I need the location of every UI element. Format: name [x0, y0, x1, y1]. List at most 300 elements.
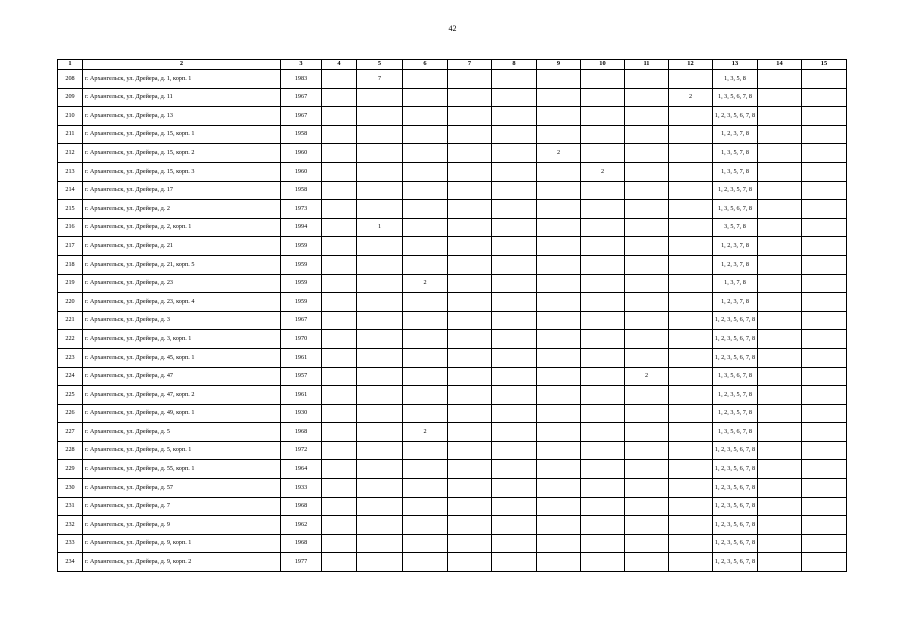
table-cell [448, 218, 492, 237]
table-cell [322, 460, 357, 479]
table-cell [669, 107, 713, 126]
row-number-cell: 227 [58, 423, 83, 442]
row-number-cell: 213 [58, 162, 83, 181]
table-cell [802, 479, 847, 498]
table-cell [802, 200, 847, 219]
table-cell [581, 144, 625, 163]
table-cell: 2 [625, 367, 669, 386]
table-cell [448, 404, 492, 423]
table-cell [625, 479, 669, 498]
year-cell: 1968 [281, 423, 322, 442]
table-cell [537, 460, 581, 479]
table-cell: 1, 2, 3, 5, 6, 7, 8 [713, 534, 758, 553]
table-cell [448, 237, 492, 256]
table-cell [669, 311, 713, 330]
table-cell [802, 237, 847, 256]
address-cell: г. Архангельск, ул. Дрейера, д. 3 [83, 311, 281, 330]
table-cell [357, 479, 403, 498]
table-cell [357, 460, 403, 479]
table-cell [448, 330, 492, 349]
table-cell [802, 293, 847, 312]
table-cell: 1, 2, 3, 5, 7, 8 [713, 404, 758, 423]
table-cell [537, 181, 581, 200]
table-cell [492, 144, 537, 163]
column-header-7: 7 [448, 60, 492, 70]
table-cell [403, 460, 448, 479]
table-cell [492, 255, 537, 274]
table-cell [357, 497, 403, 516]
year-cell: 1973 [281, 200, 322, 219]
table-cell [625, 497, 669, 516]
year-cell: 1983 [281, 70, 322, 89]
table-cell [625, 200, 669, 219]
table-cell [625, 293, 669, 312]
table-cell [537, 311, 581, 330]
table-cell [322, 404, 357, 423]
table-cell [357, 181, 403, 200]
table-cell [403, 330, 448, 349]
table-cell [581, 553, 625, 572]
row-number-cell: 223 [58, 348, 83, 367]
table-cell [669, 181, 713, 200]
table-cell [758, 293, 802, 312]
table-cell [802, 386, 847, 405]
table-cell [625, 255, 669, 274]
table-cell [625, 218, 669, 237]
table-row [58, 348, 847, 367]
table-row [58, 404, 847, 423]
year-cell: 1959 [281, 255, 322, 274]
table-cell: 1, 2, 3, 5, 6, 7, 8 [713, 479, 758, 498]
table-row [58, 534, 847, 553]
table-cell [581, 200, 625, 219]
table-cell [758, 311, 802, 330]
year-cell: 1994 [281, 218, 322, 237]
table-cell [802, 255, 847, 274]
table-cell: 1, 2, 3, 5, 6, 7, 8 [713, 348, 758, 367]
table-cell [669, 479, 713, 498]
table-cell [322, 534, 357, 553]
table-cell [357, 553, 403, 572]
table-cell [802, 218, 847, 237]
table-cell [758, 144, 802, 163]
table-cell [322, 162, 357, 181]
housing-register-table [57, 59, 847, 572]
table-cell [537, 255, 581, 274]
table-cell [537, 293, 581, 312]
table-cell [537, 497, 581, 516]
table-cell [492, 70, 537, 89]
table-cell: 1, 3, 5, 6, 7, 8 [713, 367, 758, 386]
table-cell [669, 218, 713, 237]
table-cell [802, 367, 847, 386]
address-cell: г. Архангельск, ул. Дрейера, д. 21, корп. 5 [83, 255, 281, 274]
table-cell [758, 404, 802, 423]
table-cell [758, 255, 802, 274]
table-cell [403, 516, 448, 535]
table-cell: 1, 2, 3, 5, 6, 7, 8 [713, 516, 758, 535]
address-cell: г. Архангельск, ул. Дрейера, д. 9, корп. 1 [83, 534, 281, 553]
year-cell: 1967 [281, 311, 322, 330]
table-cell [537, 404, 581, 423]
table-cell [448, 200, 492, 219]
table-cell [669, 516, 713, 535]
table-cell [403, 479, 448, 498]
table-cell [322, 125, 357, 144]
row-number-cell: 225 [58, 386, 83, 405]
year-cell: 1970 [281, 330, 322, 349]
row-number-cell: 220 [58, 293, 83, 312]
column-header-10: 10 [581, 60, 625, 70]
row-number-cell: 208 [58, 70, 83, 89]
table-cell [357, 534, 403, 553]
table-cell [403, 497, 448, 516]
table-cell [322, 386, 357, 405]
table-cell [758, 553, 802, 572]
table-cell [492, 497, 537, 516]
table-cell [625, 534, 669, 553]
table-cell [492, 237, 537, 256]
table-cell [403, 534, 448, 553]
table-cell [625, 330, 669, 349]
table-cell [537, 479, 581, 498]
address-cell: г. Архангельск, ул. Дрейера, д. 2, корп. 1 [83, 218, 281, 237]
table-cell [492, 218, 537, 237]
table-cell [322, 200, 357, 219]
table-cell [403, 237, 448, 256]
table-cell [322, 367, 357, 386]
table-cell: 1, 2, 3, 5, 6, 7, 8 [713, 553, 758, 572]
table-cell [625, 348, 669, 367]
row-number-cell: 232 [58, 516, 83, 535]
table-cell [492, 274, 537, 293]
table-cell: 1, 3, 5, 7, 8 [713, 162, 758, 181]
table-cell [758, 441, 802, 460]
table-cell [448, 125, 492, 144]
year-cell: 1958 [281, 181, 322, 200]
address-cell: г. Архангельск, ул. Дрейера, д. 55, корп. 1 [83, 460, 281, 479]
table-row [58, 553, 847, 572]
table-cell [625, 237, 669, 256]
table-cell: 1, 3, 5, 7, 8 [713, 144, 758, 163]
table-cell [322, 497, 357, 516]
table-cell: 1, 2, 3, 7, 8 [713, 255, 758, 274]
table-cell [802, 497, 847, 516]
row-number-cell: 211 [58, 125, 83, 144]
table-cell: 1, 3, 5, 8 [713, 70, 758, 89]
table-cell [669, 70, 713, 89]
table-cell [758, 460, 802, 479]
table-cell [802, 534, 847, 553]
table-cell [403, 200, 448, 219]
table-cell: 2 [581, 162, 625, 181]
table-cell [322, 144, 357, 163]
table-cell [669, 144, 713, 163]
table-cell [448, 386, 492, 405]
column-header-12: 12 [669, 60, 713, 70]
table-cell [403, 162, 448, 181]
column-header-3: 3 [281, 60, 322, 70]
table-cell [403, 348, 448, 367]
table-cell [322, 553, 357, 572]
row-number-cell: 224 [58, 367, 83, 386]
column-header-15: 15 [802, 60, 847, 70]
table-cell [448, 144, 492, 163]
table-cell [448, 293, 492, 312]
table-cell [758, 330, 802, 349]
address-cell: г. Архангельск, ул. Дрейера, д. 7 [83, 497, 281, 516]
table-cell [322, 274, 357, 293]
table-cell [357, 107, 403, 126]
table-cell [403, 88, 448, 107]
table-cell [322, 311, 357, 330]
table-row [58, 70, 847, 89]
table-cell [448, 553, 492, 572]
table-cell [669, 274, 713, 293]
table-cell [403, 311, 448, 330]
table-cell: 1, 2, 3, 7, 8 [713, 125, 758, 144]
table-cell [537, 88, 581, 107]
table-cell [492, 516, 537, 535]
table-cell [669, 553, 713, 572]
table-cell [581, 274, 625, 293]
address-cell: г. Архангельск, ул. Дрейера, д. 45, корп. 1 [83, 348, 281, 367]
table-cell [669, 441, 713, 460]
row-number-cell: 214 [58, 181, 83, 200]
table-row [58, 479, 847, 498]
table-cell [758, 367, 802, 386]
table-cell [669, 330, 713, 349]
table-cell [802, 311, 847, 330]
table-cell [758, 386, 802, 405]
year-cell: 1961 [281, 348, 322, 367]
row-number-cell: 212 [58, 144, 83, 163]
row-number-cell: 221 [58, 311, 83, 330]
table-cell [537, 237, 581, 256]
column-header-14: 14 [758, 60, 802, 70]
row-number-cell: 219 [58, 274, 83, 293]
address-cell: г. Архангельск, ул. Дрейера, д. 1, корп. 1 [83, 70, 281, 89]
table-cell [581, 107, 625, 126]
table-cell [581, 367, 625, 386]
table-cell [625, 460, 669, 479]
table-cell [322, 293, 357, 312]
table-cell [448, 348, 492, 367]
table-cell [357, 162, 403, 181]
table-cell [669, 255, 713, 274]
table-cell [758, 348, 802, 367]
table-cell [758, 125, 802, 144]
table-row [58, 311, 847, 330]
year-cell: 1967 [281, 88, 322, 107]
table-cell [403, 144, 448, 163]
year-cell: 1960 [281, 144, 322, 163]
table-cell [403, 125, 448, 144]
table-cell: 2 [669, 88, 713, 107]
table-cell [403, 293, 448, 312]
year-cell: 1933 [281, 479, 322, 498]
table-cell [625, 386, 669, 405]
address-cell: г. Архангельск, ул. Дрейера, д. 2 [83, 200, 281, 219]
table-cell [581, 330, 625, 349]
table-cell [492, 441, 537, 460]
address-cell: г. Архангельск, ул. Дрейера, д. 21 [83, 237, 281, 256]
table-cell [625, 162, 669, 181]
table-cell [448, 534, 492, 553]
table-cell [625, 553, 669, 572]
table-cell [625, 516, 669, 535]
table-cell [802, 70, 847, 89]
table-cell [357, 348, 403, 367]
table-row [58, 218, 847, 237]
table-cell [669, 386, 713, 405]
table-cell [322, 237, 357, 256]
table-cell [758, 497, 802, 516]
table-cell [492, 200, 537, 219]
table-cell [403, 70, 448, 89]
table-cell [492, 423, 537, 442]
header-row [58, 60, 847, 70]
year-cell: 1968 [281, 534, 322, 553]
table-cell [322, 516, 357, 535]
table-cell [669, 423, 713, 442]
table-cell [581, 386, 625, 405]
table-cell [802, 460, 847, 479]
table-cell [492, 367, 537, 386]
table-cell [448, 367, 492, 386]
address-cell: г. Архангельск, ул. Дрейера, д. 3, корп. 1 [83, 330, 281, 349]
table-cell [625, 404, 669, 423]
table-cell: 1 [357, 218, 403, 237]
table-cell [581, 497, 625, 516]
table-cell [625, 181, 669, 200]
table-cell [492, 88, 537, 107]
table-cell [669, 367, 713, 386]
table-cell [448, 255, 492, 274]
year-cell: 1960 [281, 162, 322, 181]
row-number-cell: 229 [58, 460, 83, 479]
table-cell [669, 404, 713, 423]
table-row [58, 330, 847, 349]
year-cell: 1972 [281, 441, 322, 460]
year-cell: 1961 [281, 386, 322, 405]
table-cell [802, 423, 847, 442]
table-cell [322, 181, 357, 200]
table-row [58, 200, 847, 219]
table-cell [448, 88, 492, 107]
table-cell [448, 479, 492, 498]
year-cell: 1958 [281, 125, 322, 144]
table-cell [581, 479, 625, 498]
table-cell [322, 348, 357, 367]
table-cell [581, 404, 625, 423]
address-cell: г. Архангельск, ул. Дрейера, д. 23, корп. 4 [83, 293, 281, 312]
table-cell [357, 516, 403, 535]
table-cell: 2 [403, 274, 448, 293]
table-cell [322, 423, 357, 442]
table-cell [357, 386, 403, 405]
table-cell [581, 237, 625, 256]
row-number-cell: 218 [58, 255, 83, 274]
table-cell [669, 534, 713, 553]
address-cell: г. Архангельск, ул. Дрейера, д. 17 [83, 181, 281, 200]
table-cell [802, 330, 847, 349]
table-row [58, 497, 847, 516]
table-cell [669, 460, 713, 479]
table-cell [758, 516, 802, 535]
table-cell [537, 367, 581, 386]
table-cell [581, 70, 625, 89]
address-cell: г. Архангельск, ул. Дрейера, д. 5 [83, 423, 281, 442]
table-cell [537, 516, 581, 535]
table-row [58, 274, 847, 293]
table-cell [625, 423, 669, 442]
column-header-11: 11 [625, 60, 669, 70]
table-cell: 1, 2, 3, 7, 8 [713, 237, 758, 256]
year-cell: 1964 [281, 460, 322, 479]
table-row [58, 88, 847, 107]
table-cell [357, 441, 403, 460]
table-cell [669, 237, 713, 256]
table-cell [403, 404, 448, 423]
table-cell [758, 534, 802, 553]
table-cell [492, 460, 537, 479]
table-cell [758, 274, 802, 293]
year-cell: 1930 [281, 404, 322, 423]
table-cell [492, 330, 537, 349]
table-cell [448, 516, 492, 535]
table-cell: 2 [403, 423, 448, 442]
table-cell [448, 107, 492, 126]
table-cell [322, 88, 357, 107]
table-cell [581, 441, 625, 460]
table-cell [802, 107, 847, 126]
address-cell: г. Архангельск, ул. Дрейера, д. 13 [83, 107, 281, 126]
table-cell [448, 441, 492, 460]
table-cell [357, 125, 403, 144]
table-cell [758, 200, 802, 219]
row-number-cell: 216 [58, 218, 83, 237]
table-cell [492, 107, 537, 126]
table-cell [802, 274, 847, 293]
table-cell: 7 [357, 70, 403, 89]
table-cell [492, 404, 537, 423]
table-row [58, 423, 847, 442]
table-cell [669, 200, 713, 219]
year-cell: 1959 [281, 237, 322, 256]
table-row [58, 255, 847, 274]
table-cell [357, 88, 403, 107]
table-cell [537, 534, 581, 553]
table-cell: 1, 2, 3, 5, 6, 7, 8 [713, 107, 758, 126]
table-cell [802, 144, 847, 163]
table-cell [537, 162, 581, 181]
table-cell [758, 162, 802, 181]
table-cell [537, 386, 581, 405]
page-number: 42 [448, 24, 457, 33]
table-cell [802, 348, 847, 367]
table-cell [581, 218, 625, 237]
table-cell [758, 70, 802, 89]
address-cell: г. Архангельск, ул. Дрейера, д. 9, корп. 2 [83, 553, 281, 572]
row-number-cell: 210 [58, 107, 83, 126]
column-header-2: 2 [83, 60, 281, 70]
table-cell [357, 311, 403, 330]
row-number-cell: 228 [58, 441, 83, 460]
table-cell [758, 479, 802, 498]
table-row [58, 516, 847, 535]
table-cell: 1, 3, 5, 6, 7, 8 [713, 88, 758, 107]
